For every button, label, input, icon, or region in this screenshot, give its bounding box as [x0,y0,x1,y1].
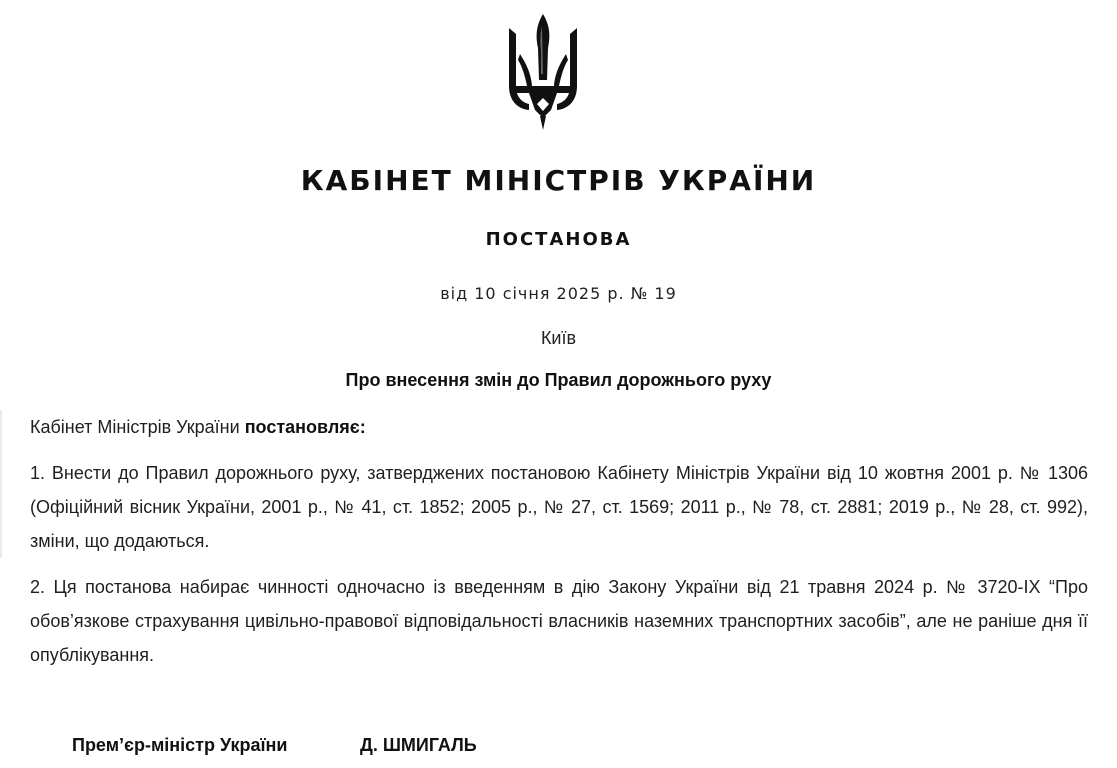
intro-text: Кабінет Міністрів України [30,417,245,437]
paragraph-item-1: 1. Внести до Правил дорожнього руху, затверджених постановою Кабінету Міністрів України від 10 жовтня 2001 р. № 1306 (Офіційний вісник України, 2001 р., № 41, ст. 1852; 2005 р., № 27, ст. 1569; 2011 р., № 78, ст. 2881; 2019 р., № 28, ст. 992), зміни, що додаються. [30,463,1088,551]
document-subject: Про внесення змін до Правил дорожнього руху [345,370,772,390]
trident-coat-of-arms-icon [505,14,581,130]
left-margin-rule [0,410,2,558]
document-city: Київ [540,328,577,348]
intro-bold-verb: постановляє: [244,417,366,437]
signature-position: Прем’єр-міністр України [72,735,288,755]
document-date-number: від 10 січня 2025 р. № 19 [440,284,677,303]
intro-paragraph [30,410,1088,444]
organization-title: КАБІНЕТ МІНІСТРІВ УКРАЇНИ [300,164,817,197]
signature-name: Д. ШМИГАЛЬ [360,735,477,755]
paragraph-item-2: 2. Ця постанова набирає чинності одночасно із введенням в дію Закону України від 21 травня 2024 р. № 3720-IX “Про обов’язкове страхування цивільно-правової відповідальності власників наземних транспортних засобів”, але не раніше дня її опублікування. [30,577,1088,665]
document-type: ПОСТАНОВА [485,229,632,250]
